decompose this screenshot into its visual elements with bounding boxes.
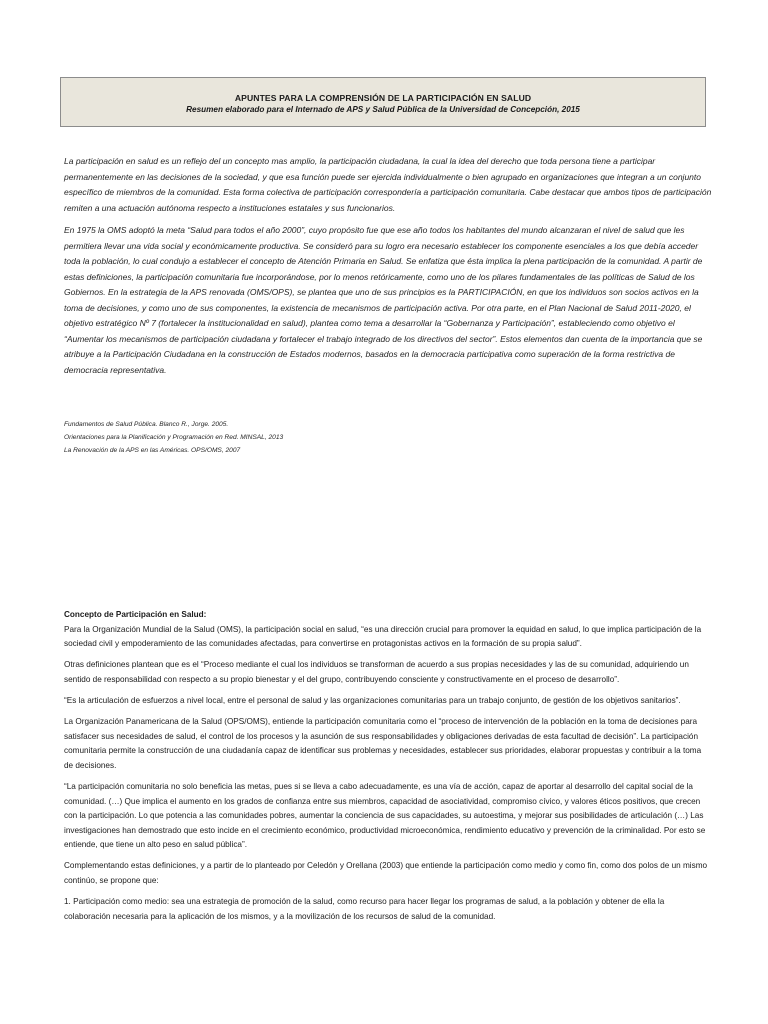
concept-paragraph: La Organización Panamericana de la Salud (OPS/OMS), entiende la participación comunitaria como el “proceso de intervención de la población en la toma de decisiones para satisfacer sus necesidades de salud, el control de los procesos y la asunción de sus responsabilidades y obligaciones derivadas de esta facultad de decisión”. La participación comunitaria permite la construcción de una ciudadanía capaz de identificar sus problemas y necesidades, establecer sus prioridades, elaborar propuestas y contribuir a la toma de decisiones.	[64, 717, 702, 770]
references	[64, 418, 714, 457]
intro-section	[64, 154, 714, 385]
intro-paragraph-2: En 1975 la OMS adoptó la meta “Salud para todos el año 2000”, cuyo propósito fue que ese año todos los habitantes del mundo alcanzaran el nivel de salud que les permitiera llevar una vida social y económicamente productiva. Se consideró para su logro era necesario establecer los componente esenciales a los que debía acceder toda la población, lo cual condujo a establecer el concepto de Atención Primaria en Salud. Se enfatiza que ésta implica la plena participación de la comunidad. A partir de estas definiciones, la participación comunitaria fue incorporándose, por lo menos retóricamente, como uno de los pilares fundamentales de las políticas de Salud de los Gobiernos. En la estrategia de la APS renovada (OMS/OPS), se plantea que uno de sus principios es la PARTICIPACIÓN, en que los individuos son socios activos en la toma de decisiones, y como uno de sus componentes, la existencia de mecanismos de participación activa. Por otra parte, en el Plan Nacional de Salud 2011-2020, el objetivo estratégico Nº 7 (fortalecer la institucionalidad en salud), plantea como tema a desarrollar la “Gobernanza y Participación”, estableciendo como objetivo el “Aumentar los mecanismos de participación ciudadana y fortalecer el trabajo integrado de los directivos del sector”. Estos elementos dan cuenta de la importancia que se atribuye a la Participación Ciudadana en la construcción de Estados modernos, basados en la democracia participativa como superación de la forma restrictiva de democracia representativa.	[64, 225, 703, 375]
reference-item: Orientaciones para la Planificación y Programación en Red. MINSAL, 2013	[64, 434, 284, 441]
reference-item: La Renovación de la APS en las Américas. OPS/OMS, 2007	[64, 447, 241, 454]
concept-paragraph: 1. Participación como medio: sea una estrategia de promoción de la salud, como recurso para hacer llegar los programas de salud, a la población y obtener de ella la colaboración necesaria para la aplicación de los mismos, y a la movilización de los recursos de salud de la comunidad.	[64, 897, 665, 921]
document-title: APUNTES PARA LA COMPRENSIÓN DE LA PARTICIPACIÓN EN SALUD	[234, 93, 532, 103]
concept-heading: Concepto de Participación en Salud:	[64, 610, 207, 619]
concept-paragraph: Para la Organización Mundial de la Salud (OMS), la participación social en salud, “es una dirección crucial para promover la equidad en salud, lo que implica participación de la sociedad civil y empoderamiento de las comunidades afectadas, para convertirse en protagonistas activos en la formación de su propia salud”.	[64, 624, 702, 649]
document-subtitle: Resumen elaborado para el Internado de APS y Salud Pública de la Universidad de Concepción, 2015	[186, 105, 580, 114]
concept-paragraph: “Es la articulación de esfuerzos a nivel local, entre el personal de salud y las organizaciones comunitarias para un trabajo conjunto, de gestión de los objetivos sanitarios”.	[64, 695, 681, 705]
reference-item: Fundamentos de Salud Pública. Blanco R., Jorge. 2005.	[64, 421, 229, 428]
intro-paragraph-1: La participación en salud es un reflejo del un concepto mas amplio, la participación ciudadana, la cual la idea del derecho que toda persona tiene a participar permanentemente en las decisiones de la sociedad, y que esa función puede ser ejercida individualmente o bien agrupado en organizaciones que integran a un conjunto específico de miembros de la comunidad. Esta forma colectiva de participación correspondería a participación comunitaria. Cabe destacar que ambos tipos de participación remiten a una actuación autónoma respecto a instituciones estatales y sus funcionarios.	[64, 156, 712, 213]
concept-paragraph: Complementando estas definiciones, y a partir de lo planteado por Celedón y Orellana (2003) que entiende la participación como medio y como fin, como dos polos de un mismo continúo, se propone que:	[64, 861, 708, 885]
concept-paragraph: Otras definiciones plantean que es el “Proceso mediante el cual los individuos se transforman de acuerdo a sus propias necesidades y las de su comunidad, adquiriendo un sentido de responsabilidad con respecto a su propio bienestar y el del grupo, contribuyendo consciente y constructivamente en el proceso de desarrollo”.	[64, 660, 689, 684]
concept-paragraph: “La participación comunitaria no solo beneficia las metas, pues si se lleva a cabo adecuadamente, es una vía de acción, capaz de aportar al desarrollo del capital social de la comunidad. (…) Que implica el aumento en los grados de confianza entre sus miembros, capacidad de asociatividad, compromiso cívico, y valores éticos positivos, que crecen con la participación. Lo que potencia a las comunidades pobres, aumentar la conciencia de sus capacidades, su autoestima, y mejorar sus posibilidades de articulación (…) Las investigaciones han demostrado que esto incide en el crecimiento económico, productividad microeconómica, rendimiento educativo y prevención de la criminalidad. Por esto se entiende, que tiene un alto peso en salud pública”.	[64, 781, 706, 850]
title-box	[60, 77, 706, 127]
concept-section	[64, 608, 712, 931]
